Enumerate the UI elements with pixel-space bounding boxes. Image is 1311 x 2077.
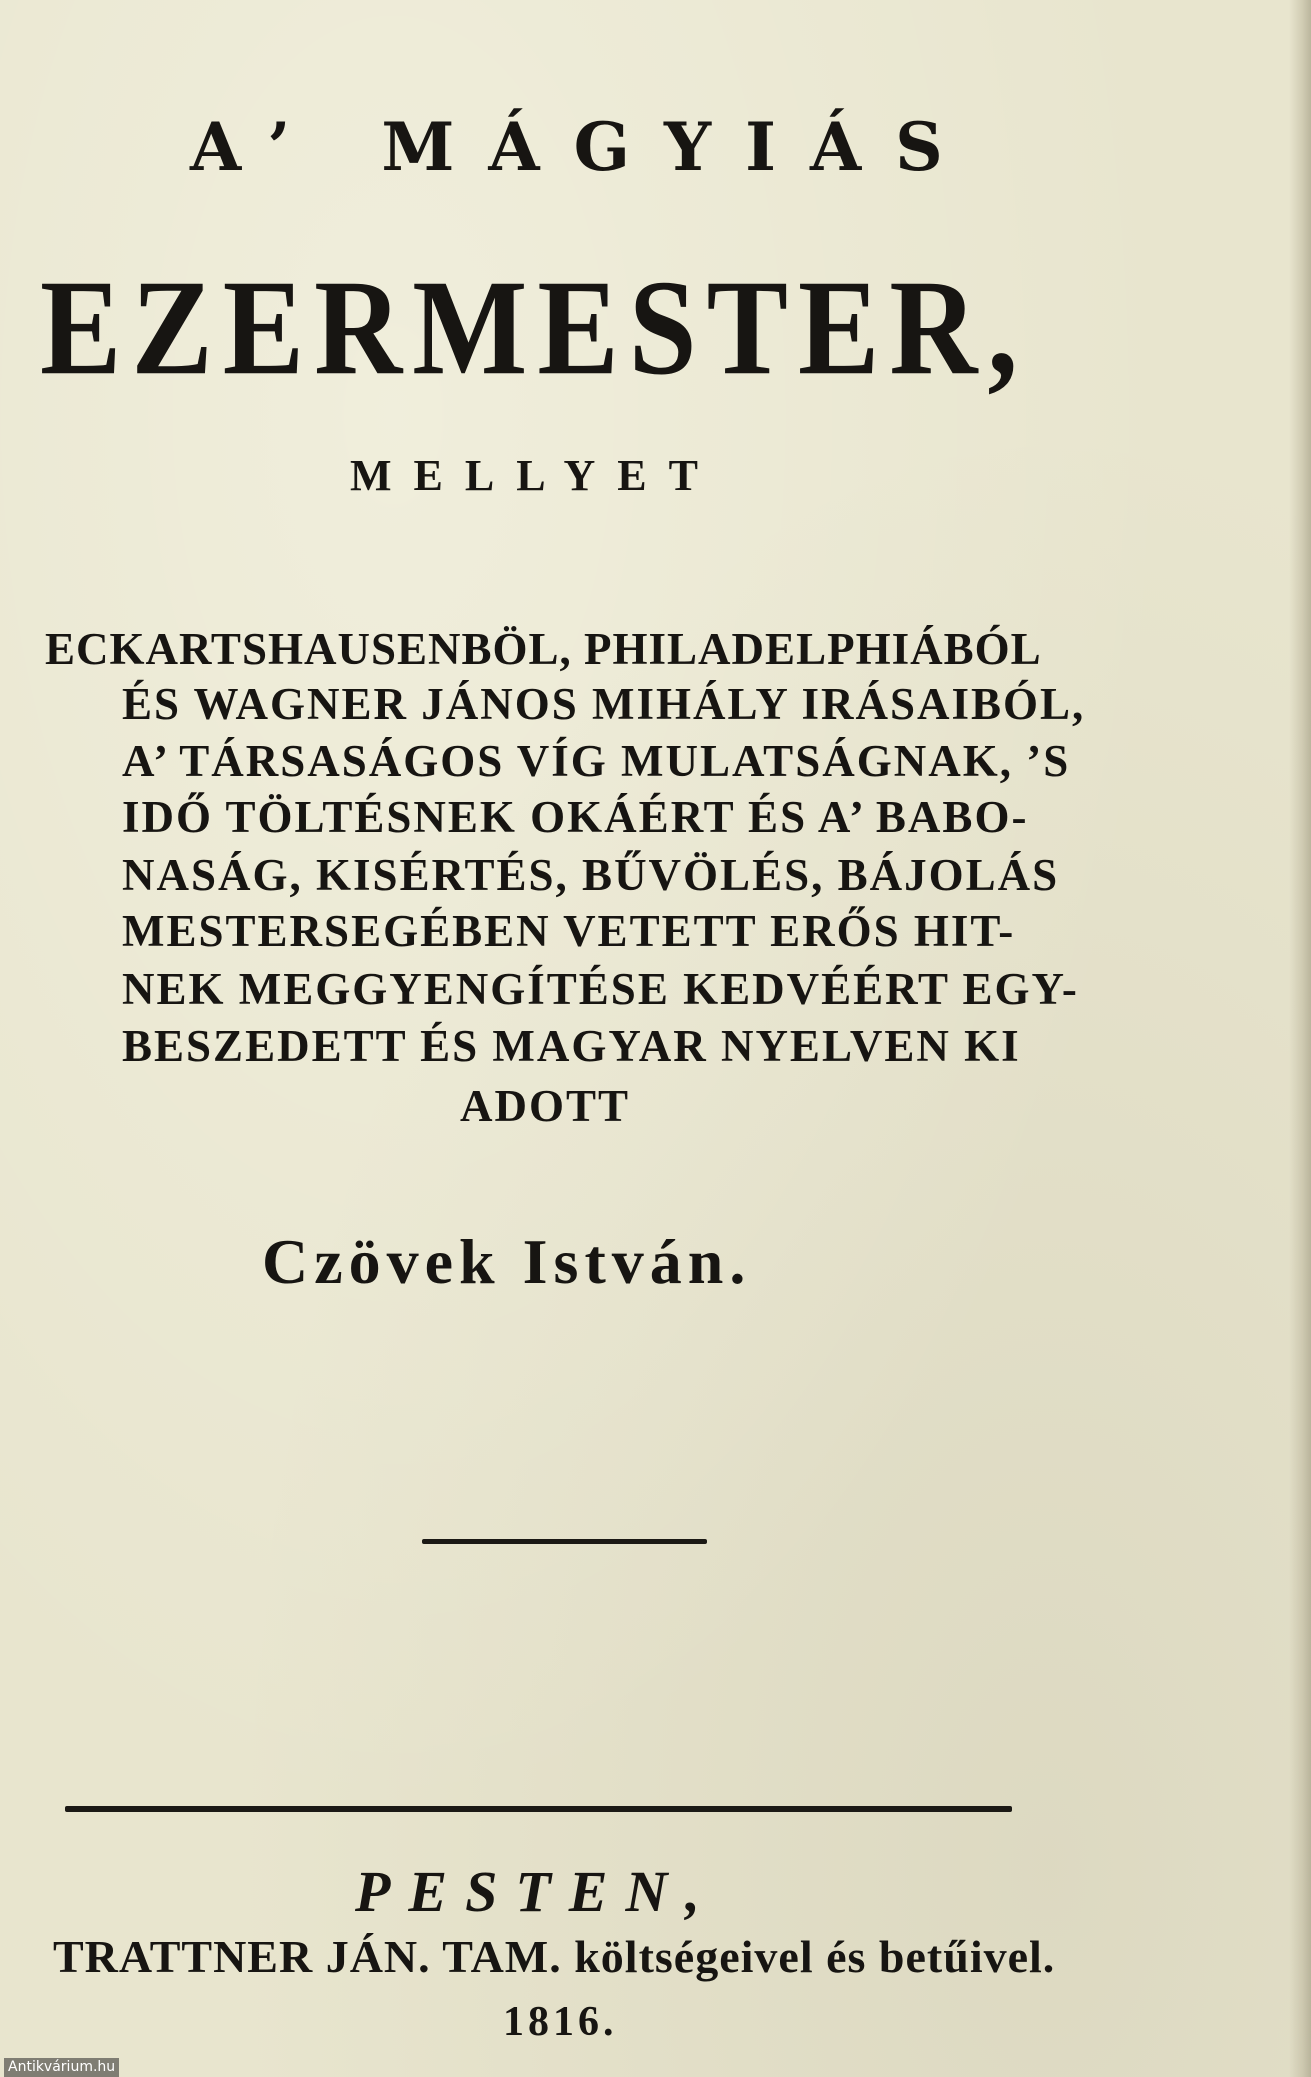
body-line-7: NEK MEGGYENGÍTÉSE KEDVÉÉRT EGY-	[122, 964, 1079, 1014]
imprint-line	[53, 1930, 1311, 1983]
body-line-2: ÉS WAGNER JÁNOS MIHÁLY IRÁSAIBÓL,	[122, 679, 1086, 729]
body-line-1: ECKARTSHAUSENBÖL, PHILADELPHIÁBÓL	[45, 624, 1042, 674]
short-divider-rule	[422, 1539, 707, 1544]
site-watermark: Antikvárium.hu	[4, 2058, 119, 2077]
body-line-4: IDŐ TÖLTÉSNEK OKÁÉRT ÉS A’ BABO-	[122, 792, 1029, 842]
body-line-5: NASÁG, KISÉRTÉS, BŰVÖLÉS, BÁJOLÁS	[122, 850, 1060, 900]
imprint-printer: TRATTNER	[53, 1931, 314, 1982]
subtitle-mellyet: MELLYET	[350, 451, 721, 500]
title-line-2: EZERMESTER,	[40, 252, 1028, 404]
publication-place: PESTEN,	[355, 1859, 718, 1924]
body-line-9: ADOTT	[460, 1081, 631, 1131]
imprint-name: JÁN. TAM.	[325, 1931, 562, 1982]
long-divider-rule	[65, 1806, 1012, 1812]
author-name: Czövek István.	[262, 1226, 752, 1297]
imprint-rest: költségeivel és betűivel.	[574, 1931, 1056, 1982]
publication-year: 1816.	[503, 1999, 618, 2045]
title-line-1: A’ MÁGYIÁS	[190, 108, 977, 186]
body-line-3: A’ TÁRSASÁGOS VÍG MULATSÁGNAK, ’S	[122, 736, 1071, 786]
body-line-6: MESTERSEGÉBEN VETETT ERŐS HIT-	[122, 906, 1016, 956]
body-line-8: BESZEDETT ÉS MAGYAR NYELVEN KI	[122, 1021, 1021, 1071]
